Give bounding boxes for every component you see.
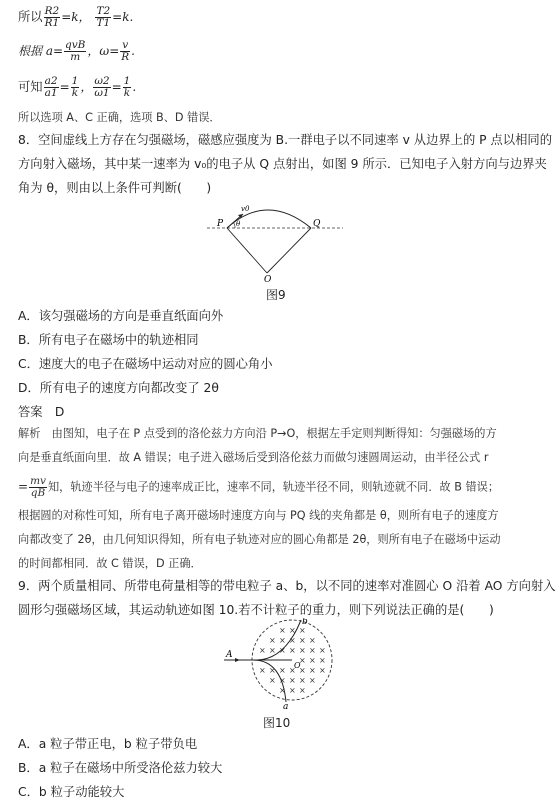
field-cross-mark: × xyxy=(289,626,296,635)
field-cross-mark: × xyxy=(319,666,326,675)
field-cross-mark: × xyxy=(279,626,286,635)
field-cross-mark: × xyxy=(279,666,286,675)
field-cross-mark: × xyxy=(279,646,286,655)
q8-analysis-line-3: = $\frac{mv}{qB}$ 知，轨迹半径与电子的速率成正比，速率不同，轨迹半径不同，则轨迹就不同．故 B 错误； xyxy=(18,475,500,499)
radius-line-p xyxy=(227,228,267,273)
fraction: $\frac{v}{R}$ xyxy=(121,39,130,63)
field-cross-mark: × xyxy=(279,676,286,685)
q8-analysis-line-5: 向都改变了 2θ，由几何知识得知，所有电子轨迹对应的圆心角都是 2θ，则所有电子在磁场中运动 xyxy=(18,533,501,546)
fraction: $\frac{\text{qvB}}{m}$ xyxy=(65,39,86,63)
field-cross-mark: × xyxy=(309,666,316,675)
fraction: $\frac{mv}{qB}$ xyxy=(30,475,46,499)
label-o: O xyxy=(264,275,272,282)
figure-10-caption: 图10 xyxy=(263,716,291,730)
field-cross-mark: × xyxy=(309,646,316,655)
q8-analysis-line-2: 向是垂直纸面向里．故 A 错误；电子进入磁场后受到洛伦兹力而做匀速圆周运动，由半径公式 r xyxy=(18,451,489,464)
q8-analysis-line-4: 根据圆的对称性可知，所有电子离开磁场时速度方向与 PQ 线的夹角都是 θ，则所有电子的速度方 xyxy=(18,509,499,522)
q8-stem-line-2: 方向射入磁场，其中某一速率为 v₀的电子从 Q 点射出，如图 9 所示．已知电子入射方向与边界夹 xyxy=(18,157,547,171)
field-cross-mark: × xyxy=(309,656,316,665)
field-cross-mark: × xyxy=(289,646,296,655)
fraction: $\frac{T2}{T1}$ xyxy=(96,5,111,29)
q8-option-d: D．所有电子的速度方向都改变了 2θ xyxy=(18,381,219,395)
q9-option-b: B．a 粒子在磁场中所受洛伦兹力较大 xyxy=(18,761,223,775)
q8-option-b: B．所有电子在磁场中的轨迹相同 xyxy=(18,333,199,347)
conclusion-text: 所以选项 A、C 正确，选项 B、D 错误． xyxy=(18,111,221,124)
label-v0: v0 xyxy=(241,205,250,213)
label-p: P xyxy=(217,219,224,229)
field-cross-mark: × xyxy=(279,686,286,695)
field-cross-mark: × xyxy=(289,666,296,675)
field-cross-mark: × xyxy=(279,636,286,645)
q9-stem-line-2: 圆形匀强磁场区域，其运动轨迹如图 10.若不计粒子的重力，则下列说法正确的是( ) xyxy=(18,603,494,617)
figure-9 xyxy=(205,200,345,282)
label-a: a xyxy=(283,702,289,710)
field-cross-mark: × xyxy=(299,636,306,645)
fraction: $\frac{\omega 2}{\omega 1}$ xyxy=(94,75,110,99)
label-q: Q xyxy=(313,219,321,229)
label-b: b xyxy=(302,618,308,627)
radius-line-q xyxy=(267,228,311,273)
field-cross-mark: × xyxy=(259,646,266,655)
q8-option-c: C．速度大的电子在磁场中运动对应的圆心角小 xyxy=(18,357,273,371)
field-cross-mark: × xyxy=(259,666,266,675)
q8-stem-line-3: 角为 θ，则由以上条件可判断( ) xyxy=(18,181,212,195)
figure-10 xyxy=(222,618,340,710)
label-o: O xyxy=(294,661,301,670)
field-cross-mark: × xyxy=(309,676,316,685)
q8-option-a: A．该匀强磁场的方向是垂直纸面向外 xyxy=(18,309,224,323)
field-cross-mark: × xyxy=(269,636,276,645)
formula-line-3: 可知 $\frac{a2}{a1}$ = $\frac{1}{k}$ ， $\frac{\omega 2}{\omega 1}$ = $\frac{1}{k}$ . xyxy=(18,75,137,99)
formula-prefix: 所以 xyxy=(18,10,43,24)
field-cross-mark: × xyxy=(319,656,326,665)
fraction: $\frac{a2}{a1}$ xyxy=(44,75,58,99)
field-cross-mark: × xyxy=(289,636,296,645)
q8-answer: 答案 D xyxy=(18,405,65,419)
field-cross-mark: × xyxy=(289,686,296,695)
field-cross-mark: × xyxy=(269,646,276,655)
field-cross-mark: × xyxy=(299,656,306,665)
field-cross-mark: × xyxy=(299,686,306,695)
field-cross-mark: × xyxy=(309,636,316,645)
field-cross-mark: × xyxy=(299,646,306,655)
field-cross-mark: × xyxy=(299,676,306,685)
q9-option-a: A．a 粒子带正电，b 粒子带负电 xyxy=(18,737,198,751)
q9-stem-line-1: 9．两个质量相同、所带电荷量相等的带电粒子 a、b，以不同的速率对准圆心 O 沿着 AO 方向射入 xyxy=(18,579,556,593)
formula-line-2: 根据 a= $\frac{\text{qvB}}{m}$ ，ω= $\frac{v}{R}$ . xyxy=(18,39,135,63)
label-entry-a: A xyxy=(226,650,233,660)
label-theta: θ xyxy=(236,220,241,228)
q9-option-c: C．b 粒子动能较大 xyxy=(18,785,125,799)
formula-line-1: 所以 $\frac{R2}{R1}$ =k， $\frac{T2}{T1}$ =k. xyxy=(18,5,134,29)
field-cross-mark: × xyxy=(299,666,306,675)
figure-9-caption: 图9 xyxy=(266,288,286,302)
q8-stem-line-1: 8．空间虚线上方存在匀强磁场，磁感应强度为 B.一群电子以不同速率 v 从边界上的 P 点以相同的 xyxy=(18,133,552,147)
incident-arrowhead xyxy=(235,658,240,662)
fraction: $\frac{1}{k}$ xyxy=(71,75,79,99)
field-cross-mark: × xyxy=(289,676,296,685)
field-cross-mark: × xyxy=(319,646,326,655)
field-cross-mark: × xyxy=(299,626,306,635)
q8-analysis-line-6: 的时间都相同．故 C 错误，D 正确． xyxy=(18,557,202,570)
q8-analysis-line-1: 解析 由图知，电子在 P 点受到的洛伦兹力方向沿 P→O，根据左手定则判断得知：匀强磁场的方 xyxy=(18,427,497,440)
field-cross-mark: × xyxy=(269,676,276,685)
fraction: $\frac{R2}{R1}$ xyxy=(44,5,60,29)
field-cross-mark: × xyxy=(269,666,276,675)
fraction: $\frac{1}{k}$ xyxy=(123,75,131,99)
